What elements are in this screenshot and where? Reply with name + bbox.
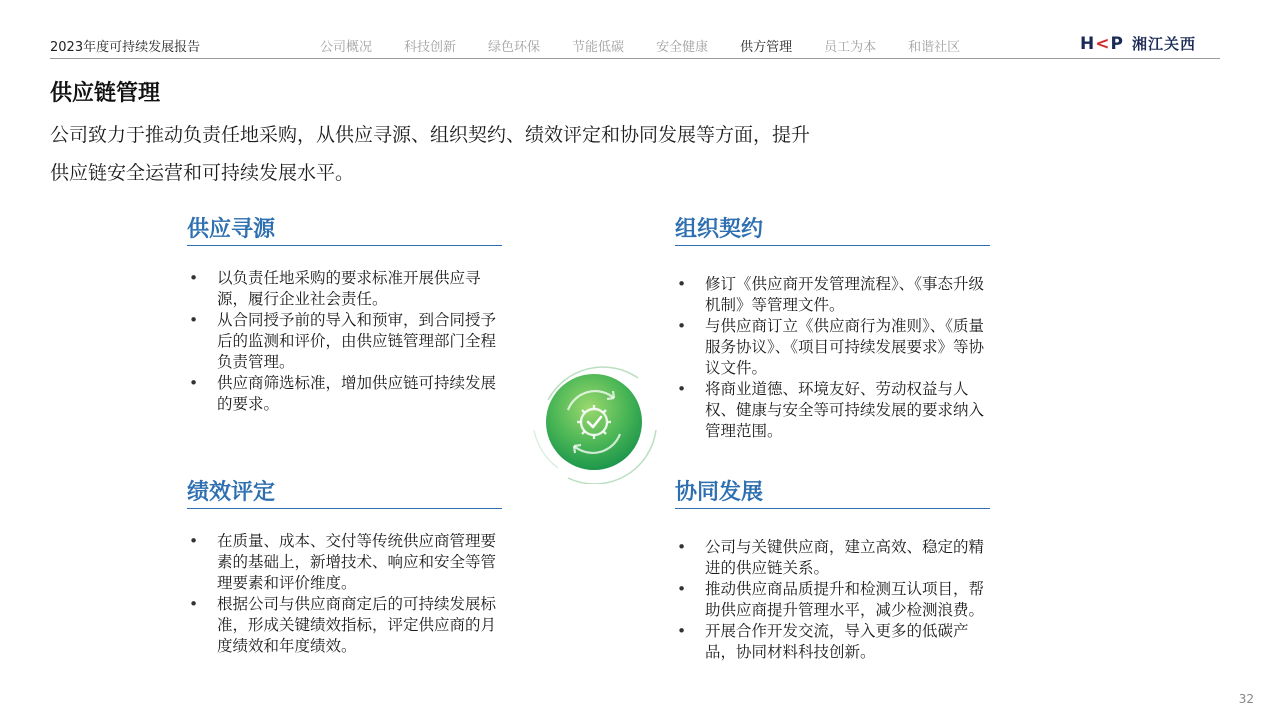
nav-item-green-environment[interactable]: 绿色环保	[488, 40, 541, 55]
section-title: 绩效评定	[187, 475, 502, 509]
bullet-list	[187, 268, 517, 415]
gear-cycle-check-icon	[528, 360, 662, 484]
nav-item-safety-health[interactable]: 安全健康	[656, 40, 709, 55]
logo-mark	[1080, 34, 1124, 54]
list-item: • 与供应商订立《供应商行为准则》、《质量服务协议》、《项目可持续发展要求》等协议文件。	[675, 316, 995, 379]
nav-item-supplier-management[interactable]: 供方管理	[740, 40, 793, 55]
page-title: 供应链管理	[50, 81, 161, 106]
nav-item-company-overview[interactable]: 公司概况	[320, 40, 373, 55]
page-number: 32	[1238, 692, 1254, 706]
nav-item-community[interactable]: 和谐社区	[908, 40, 961, 55]
nav-item-energy-low-carbon[interactable]: 节能低碳	[572, 40, 625, 55]
bullet-list	[187, 531, 517, 657]
list-item: • 推动供应商品质提升和检测互认项目，帮助供应商提升管理水平，减少检测浪费。	[675, 579, 995, 621]
logo-letter-k: <	[1095, 33, 1111, 54]
list-item: • 公司与关键供应商，建立高效、稳定的精进的供应链关系。	[675, 537, 995, 579]
report-title: 2023年度可持续发展报告	[50, 40, 201, 55]
bullet-list	[675, 537, 1005, 663]
company-logo	[1080, 33, 1196, 54]
list-item: • 开展合作开发交流，导入更多的低碳产品，协同材料科技创新。	[675, 621, 995, 663]
intro-line: 供应链安全运营和可持续发展水平。	[50, 162, 355, 184]
bullet-list	[675, 274, 1005, 442]
list-item: • 以负责任地采购的要求标准开展供应寻源，履行企业社会责任。	[187, 268, 507, 310]
intro-line: 公司致力于推动负责任地采购，从供应寻源、组织契约、绩效评定和协同发展等方面，提升	[50, 124, 811, 146]
intro-paragraph	[50, 116, 930, 192]
list-item: • 在质量、成本、交付等传统供应商管理要素的基础上，新增技术、响应和安全等管理要素和评价维度。	[187, 531, 507, 594]
nav-item-employees[interactable]: 员工为本	[824, 40, 877, 55]
logo-chinese-name: 湘江关西	[1131, 35, 1196, 53]
section-contract-organization	[675, 212, 1005, 442]
list-item: • 供应商筛选标准，增加供应链可持续发展的要求。	[187, 373, 507, 415]
logo-letter-p: P	[1110, 33, 1124, 54]
section-collaborative-development	[675, 475, 1005, 663]
nav-item-tech-innovation[interactable]: 科技创新	[404, 40, 457, 55]
section-supply-sourcing	[187, 212, 517, 415]
list-item: • 修订《供应商开发管理流程》、《事态升级机制》等管理文件。	[675, 274, 995, 316]
list-item: • 根据公司与供应商商定后的可持续发展标准，形成关键绩效指标，评定供应商的月度绩效和年度绩效。	[187, 594, 507, 657]
header-divider	[50, 58, 1220, 59]
section-title: 供应寻源	[187, 212, 502, 246]
list-item: • 从合同授予前的导入和预审，到合同授予后的监测和评价，由供应链管理部门全程负责管理。	[187, 310, 507, 373]
list-item: • 将商业道德、环境友好、劳动权益与人权、健康与安全等可持续发展的要求纳入管理范围。	[675, 379, 995, 442]
section-title: 协同发展	[675, 475, 990, 509]
logo-letter-h: H	[1080, 33, 1096, 54]
section-performance-evaluation	[187, 475, 517, 657]
section-title: 组织契约	[675, 212, 990, 246]
top-nav	[320, 36, 992, 55]
